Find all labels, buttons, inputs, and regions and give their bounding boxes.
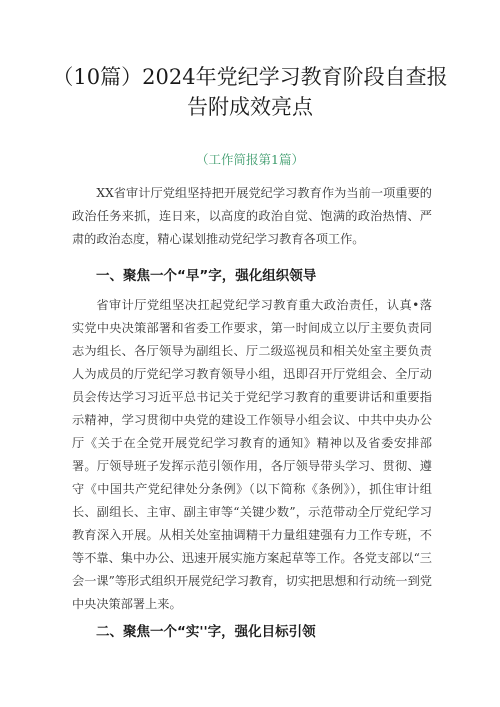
- section-1-text: 省审计厅党组坚决扛起党纪学习教育重大政治责任，认真•落实党中央决策部署和省委工作要求，第一时间成立以厅主要负责同志为组长、各厅领导为副组长、厅二级巡视员和相关处室主要负责人为成员的厅党纪学习教育领导小组，迅即召开厅党组会、全厅动员会传达学习习近平总书记关于党纪学习教育的重要讲话和重要指示精神，学习贯彻中央党的建设工作领导小组会议、中共中央办公厅《关于在全党开展党纪学习教育的通知》精神以及省委安排部署。厅领导班子发挥示范引领作用，各厅领导带头学习、贯彻、遵守《中国共产党纪律处分条例》（以下简称《条例》），抓住审计组长、副组长、主审、副主审等“关键少数”，示范带动全厅党纪学习教育深入开展。从相关处室抽调精干力量组建强有力工作专班，不等不靠、集中办公、迅速开展实施方案起草等工作。各党支部以“三会一课”等形式组织开展党纪学习教育，切实把思想和行动统一到党中央决策部署上来。: [72, 298, 432, 611]
- section-1-heading: 一、聚焦一个“早”字，强化组织领导: [96, 268, 317, 284]
- intro-text: XX省审计厅党组坚持把开展党纪学习教育作为当前一项重要的政治任务来抓，连日来，以高度的政治自觉、饱满的政治热情、严肃的政治态度，精心谋划推动党纪学习教育各项工作。: [72, 186, 432, 246]
- document-title-line-1: （10篇）2024年党纪学习教育阶段自查报: [52, 65, 448, 89]
- section-1-paragraph: [72, 294, 432, 616]
- document-title-line-2: 告附成效亮点: [187, 95, 313, 119]
- section-2-heading: 二、聚焦一个“实''字，强化目标引领: [96, 624, 316, 640]
- document-subtitle: （工作简报第1篇）: [196, 152, 304, 167]
- intro-paragraph: [72, 182, 432, 251]
